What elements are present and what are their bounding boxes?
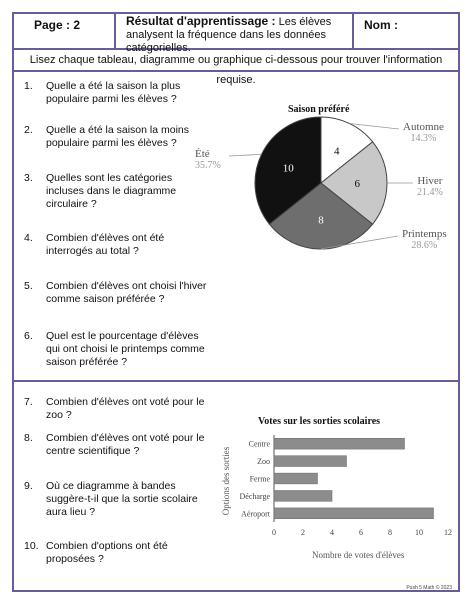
bar-category-label: Décharge (239, 491, 270, 501)
question-number: 6. (24, 330, 33, 342)
question-text: Combien d'élèves ont voté pour le centre scientifique ? (46, 432, 205, 457)
bar-x-tick-label: 6 (359, 528, 363, 537)
pie-category-percent: 21.4% (417, 187, 443, 198)
bar-category-label: Centre (248, 439, 270, 449)
question-number: 2. (24, 124, 33, 136)
pie-title: Saison préféré (288, 104, 350, 115)
bar-ferme (274, 473, 318, 484)
bar-x-axis-label: Nombre de votes d'élèves (312, 550, 405, 560)
bar-x-tick-label: 8 (388, 528, 392, 537)
question-text: Combien d'élèves ont voté pour le zoo ? (46, 396, 205, 421)
footer-copyright: Push 5 Math © 2023 (406, 585, 452, 591)
question-text: Où ce diagramme à bandes suggère-t-il que la sortie scolaire aura lieu ? (46, 480, 198, 518)
bar-x-tick-label: 4 (330, 528, 334, 537)
bar-category-label: Aéroport (241, 509, 270, 519)
bar-x-tick-label: 0 (272, 528, 276, 537)
pie-value-label: 10 (282, 162, 294, 175)
question-number: 10. (24, 540, 39, 552)
bar-category-label: Zoo (257, 457, 270, 467)
question-number: 7. (24, 396, 33, 408)
question-text: Quelle a été la saison la plus populaire parmi les élèves ? (46, 80, 181, 105)
bar-décharge (274, 491, 332, 502)
question-number: 3. (24, 172, 33, 184)
pie-category-name: Hiver (417, 175, 443, 187)
bar-centre (274, 438, 405, 449)
pie-value-label: 4 (333, 145, 340, 158)
page-number: Page : 2 (12, 12, 116, 48)
question-text: Combien d'options ont été proposées ? (46, 540, 168, 565)
question-number: 8. (24, 432, 33, 444)
question-number: 4. (24, 232, 33, 244)
bar-zoo (274, 456, 347, 467)
pie-category-name: Été (195, 148, 210, 160)
question-text: Quelles sont les catégories incluses dans le diagramme circulaire ? (46, 172, 177, 210)
pie-category-percent: 35.7% (195, 160, 221, 171)
bar-y-axis-label: Options des sorties (221, 446, 231, 516)
pie-category-name: Printemps (402, 228, 447, 240)
outcome-label: Résultat d'apprentissage : (126, 14, 276, 28)
pie-value-label: 8 (318, 214, 324, 227)
bar-x-tick-label: 10 (415, 528, 423, 537)
question-number: 9. (24, 480, 33, 492)
pie-category-percent: 14.3% (410, 133, 437, 144)
bar-x-tick-label: 12 (444, 528, 452, 537)
pie-category-percent: 28.6% (411, 240, 438, 251)
pie-value-label: 6 (354, 178, 361, 190)
bar-title: Votes sur les sorties scolaires (258, 416, 381, 427)
question-text: Quelle a été la saison la moins populaire parmi les élèves ? (46, 124, 189, 149)
outcome-text: Les élèves analysent la fréquence dans les données catégorielles. (126, 16, 332, 54)
bar-category-label: Ferme (249, 474, 270, 484)
question-number: 5. (24, 280, 33, 292)
question-number: 1. (24, 80, 33, 92)
bar-x-tick-label: 2 (301, 528, 305, 537)
bar-aéroport (274, 508, 434, 519)
question-text: Combien d'élèves ont été interrogés au total ? (46, 232, 165, 257)
pie-category-name: Automne (403, 121, 444, 133)
question-text: Quel est le pourcentage d'élèves qui ont choisi le printemps comme saison préférée ? (46, 330, 205, 368)
instructions: Lisez chaque tableau, diagramme ou graphique ci-dessous pour trouver l'information requise. (12, 50, 460, 72)
name-field[interactable]: Nom : (364, 18, 398, 32)
question-text: Combien d'élèves ont choisi l'hiver comme saison préférée ? (46, 280, 207, 305)
